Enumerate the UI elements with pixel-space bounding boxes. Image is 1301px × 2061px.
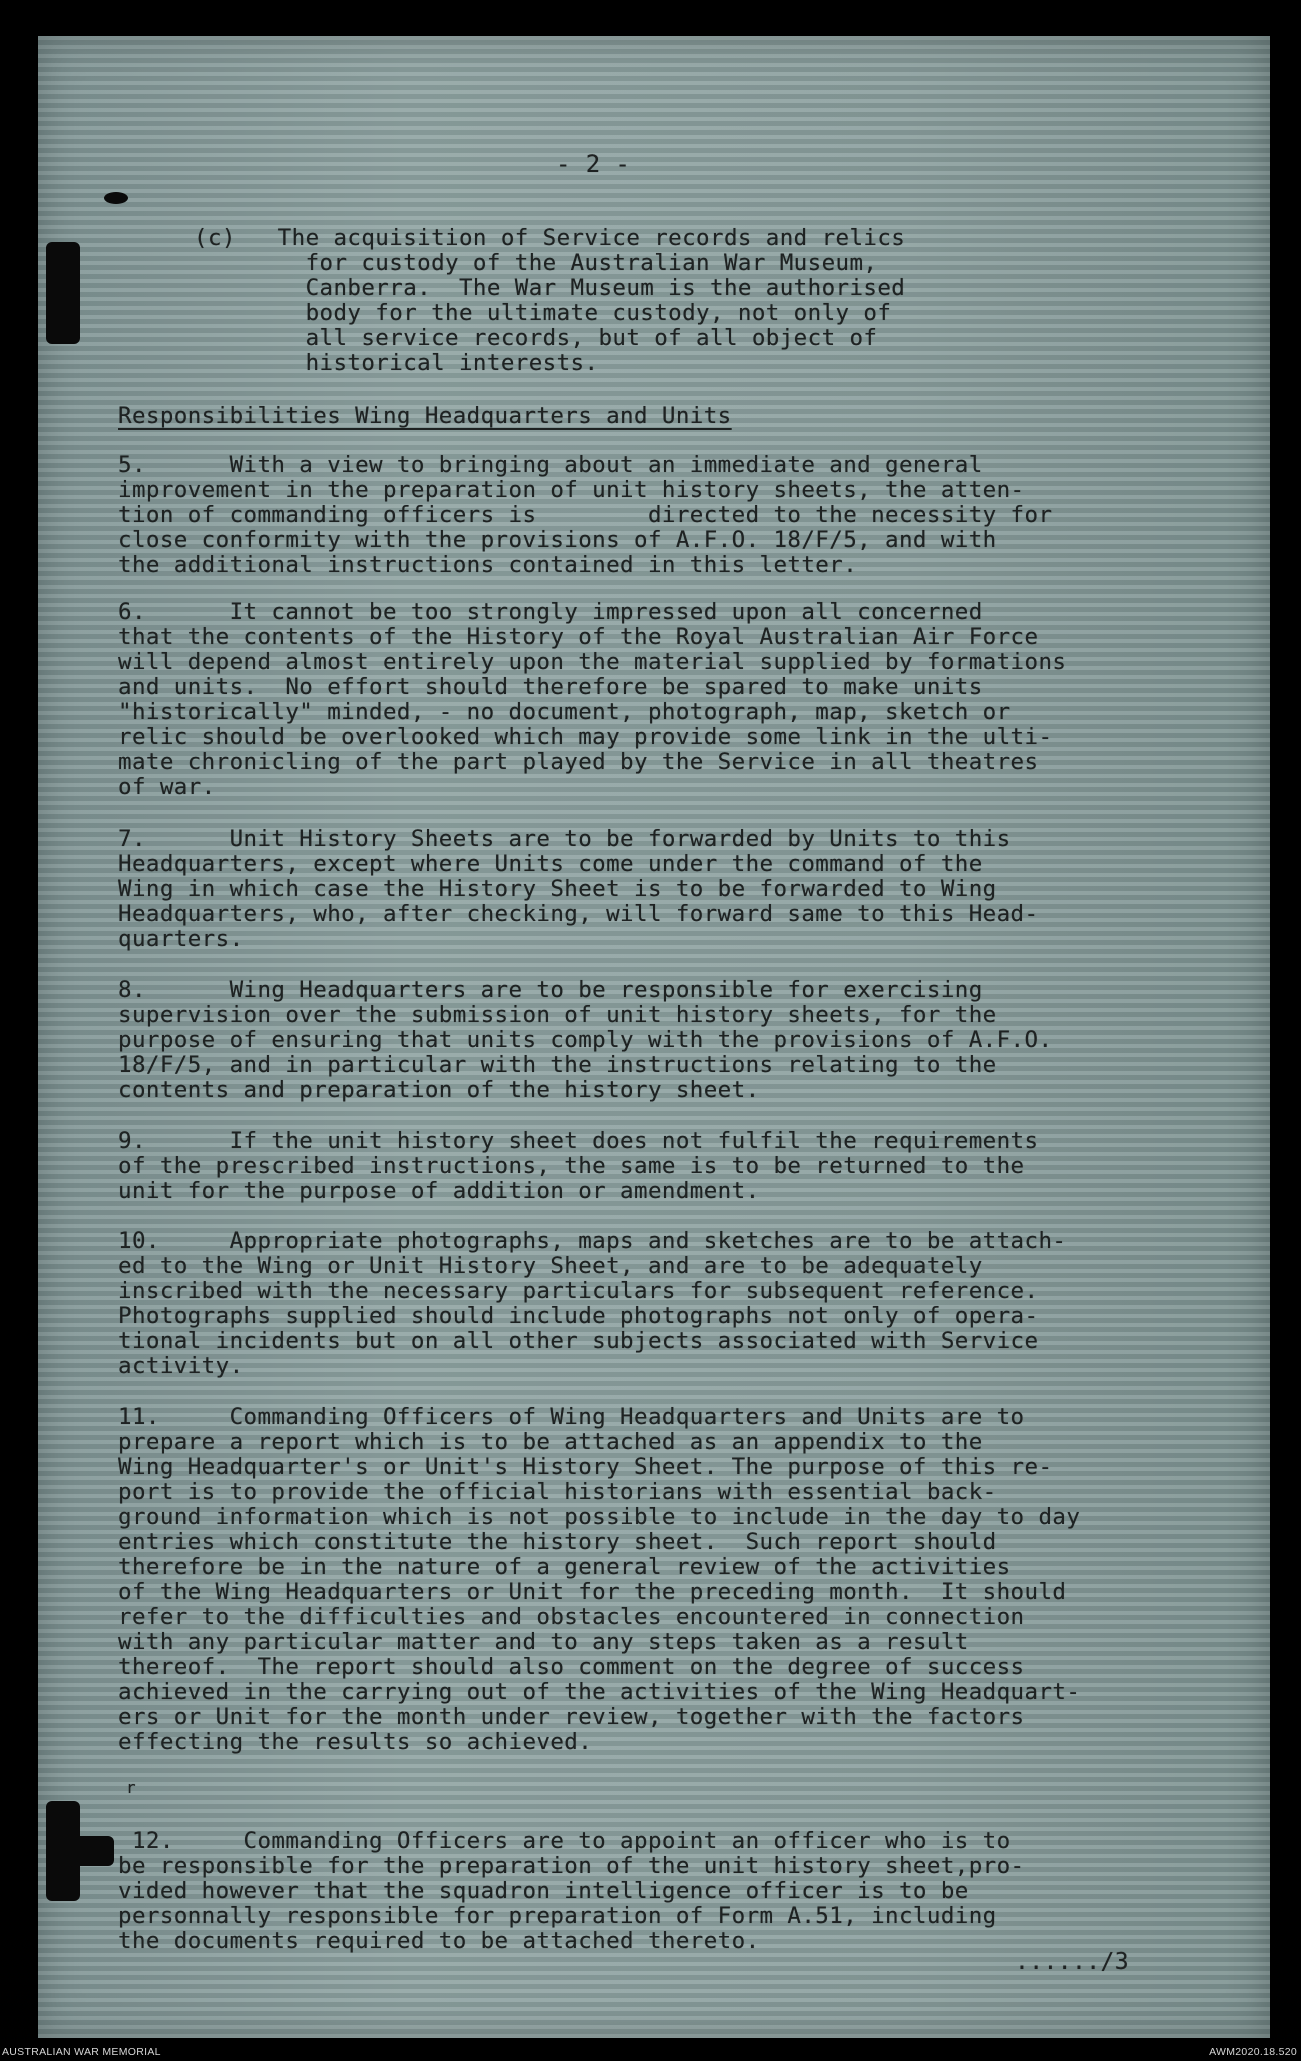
paragraph-8: 8. Wing Headquarters are to be responsible for exercising supervision over the submission of unit history sheets, for the purpose of ensuring that units comply with the provisions of A.F.O. 18/F/5, and in particular with the instructions relating to the contents and preparation of the history sheet. — [118, 977, 1053, 1103]
paragraph-7: 7. Unit History Sheets are to be forwarded by Units to this Headquarters, except where Units come under the command of the Wing in which case the History Sheet is to be forwarded to Wing Headquarters, who, after checking, will forward same to this Head- quarters. — [118, 826, 1039, 952]
footer-accession-number: AWM2020.18.520 — [1209, 2046, 1297, 2058]
item-c-paragraph: (c) The acquisition of Service records and relics for custody of the Australian War Museum, Canberra. The War Museum is the authorised body for the ultimate custody, not only of all service records, but of all object of historical interests. — [194, 225, 906, 376]
section-heading: Responsibilities Wing Headquarters and Units — [118, 403, 732, 429]
paragraph-10: 10. Appropriate photographs, maps and sketches are to be attach- ed to the Wing or Unit History Sheet, and are to be adequately inscribed with the necessary particulars for subsequent reference. Photographs supplied should include photographs not only of opera- tional incidents but on all other subjects associated with Service activity. — [118, 1228, 1067, 1379]
page-number: - 2 - — [556, 150, 631, 178]
paragraph-5: 5. With a view to bringing about an immediate and general improvement in the preparation of unit history sheets, the atten- tion of commanding officers is directed to the necessity for close conformity with the provisions of A.F.O. 18/F/5, and with the additional instructions contained in this letter. — [118, 452, 1053, 578]
paragraph-9: 9. If the unit history sheet does not fulfil the requirements of the prescribed instructions, the same is to be returned to the unit for the purpose of addition or amendment. — [118, 1128, 1039, 1204]
paragraph-12: 12. Commanding Officers are to appoint an officer who is to be responsible for the preparation of the unit history sheet,pro- vided however that the squadron intelligence officer is to be personnally responsible for preparation of Form A.51, including the documents required to be attached thereto. — [118, 1828, 1025, 1954]
footer-institution: AUSTRALIAN WAR MEMORIAL — [2, 2046, 161, 2058]
ink-blot — [104, 192, 128, 204]
continuation-marker: ....../3 — [1015, 1949, 1129, 1975]
paragraph-11: 11. Commanding Officers of Wing Headquarters and Units are to prepare a report which is to be attached as an appendix to the Wing Headquarter's or Unit's History Sheet. The purpose of this re- port is to provide the official historians with essential back- ground information which is not possible to include in the day to day entries which constitute the history sheet. Such report should therefore be in the nature of a general review of the activities of the Wing Headquarters or Unit for the preceding month. It should refer to the difficulties and obstacles encountered in connection with any particular matter and to any steps taken as a result thereof. The report should also comment on the degree of success achieved in the carrying out of the activities of the Wing Headquart- ers or Unit for the month under review, together with the factors effecting the results so achieved. — [118, 1404, 1081, 1755]
binding-hole-bottom-tab — [46, 1836, 114, 1866]
binding-hole-top — [46, 242, 80, 344]
stray-mark: r — [126, 1778, 137, 1797]
paragraph-6: 6. It cannot be too strongly impressed upon all concerned that the contents of the History of the Royal Australian Air Force will depend almost entirely upon the material supplied by formations and units. No effort should therefore be spared to make units "historically" minded, - no document, photograph, map, sketch or relic should be overlooked which may provide some link in the ulti- mate chronicling of the part played by the Service in all theatres of war. — [118, 599, 1067, 800]
